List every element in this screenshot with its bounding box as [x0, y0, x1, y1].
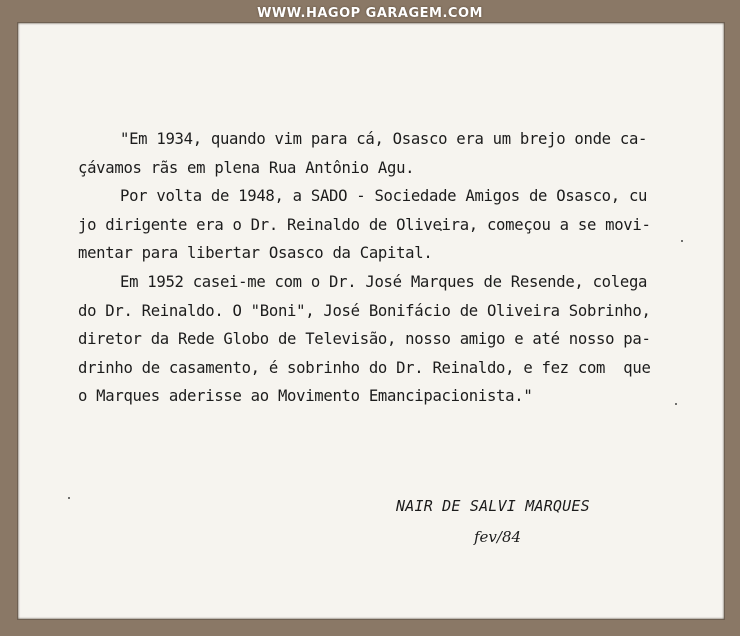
- letter-body: [78, 125, 678, 411]
- letter-line: diretor da Rede Globo de Televisão, nosso amigo e até nosso pa-: [78, 330, 651, 349]
- paper-speck: [681, 240, 683, 242]
- letter-line: "Em 1934, quando vim para cá, Osasco era um brejo onde ca-: [120, 130, 648, 148]
- letter-line: Por volta de 1948, a SADO - Sociedade Amigos de Osasco, cu: [120, 187, 648, 206]
- signature-name: NAIR DE SALVI MARQUES: [396, 497, 590, 515]
- paper-speck: [68, 497, 70, 499]
- watermark: WWW.HAGOP GARAGEM.COM: [257, 6, 483, 21]
- letter-line: jo dirigente era o Dr. Reinaldo de Oliveira, começou a se movi-: [78, 215, 651, 234]
- letter-line: çávamos rãs em plena Rua Antônio Agu.: [78, 158, 415, 177]
- letter-line: Em 1952 casei-me com o Dr. José Marques de Resende, colega: [120, 272, 648, 291]
- letter-line: o Marques aderisse ao Movimento Emancipacionista.": [78, 387, 533, 406]
- signature-date: fev/84: [474, 528, 522, 546]
- letter-line: drinho de casamento, é sobrinho do Dr. Reinaldo, e fez com que: [78, 358, 651, 377]
- letter-line: do Dr. Reinaldo. O "Boni", José Bonifácio de Oliveira Sobrinho,: [78, 301, 651, 320]
- letter-line: mentar para libertar Osasco da Capital.: [78, 244, 433, 263]
